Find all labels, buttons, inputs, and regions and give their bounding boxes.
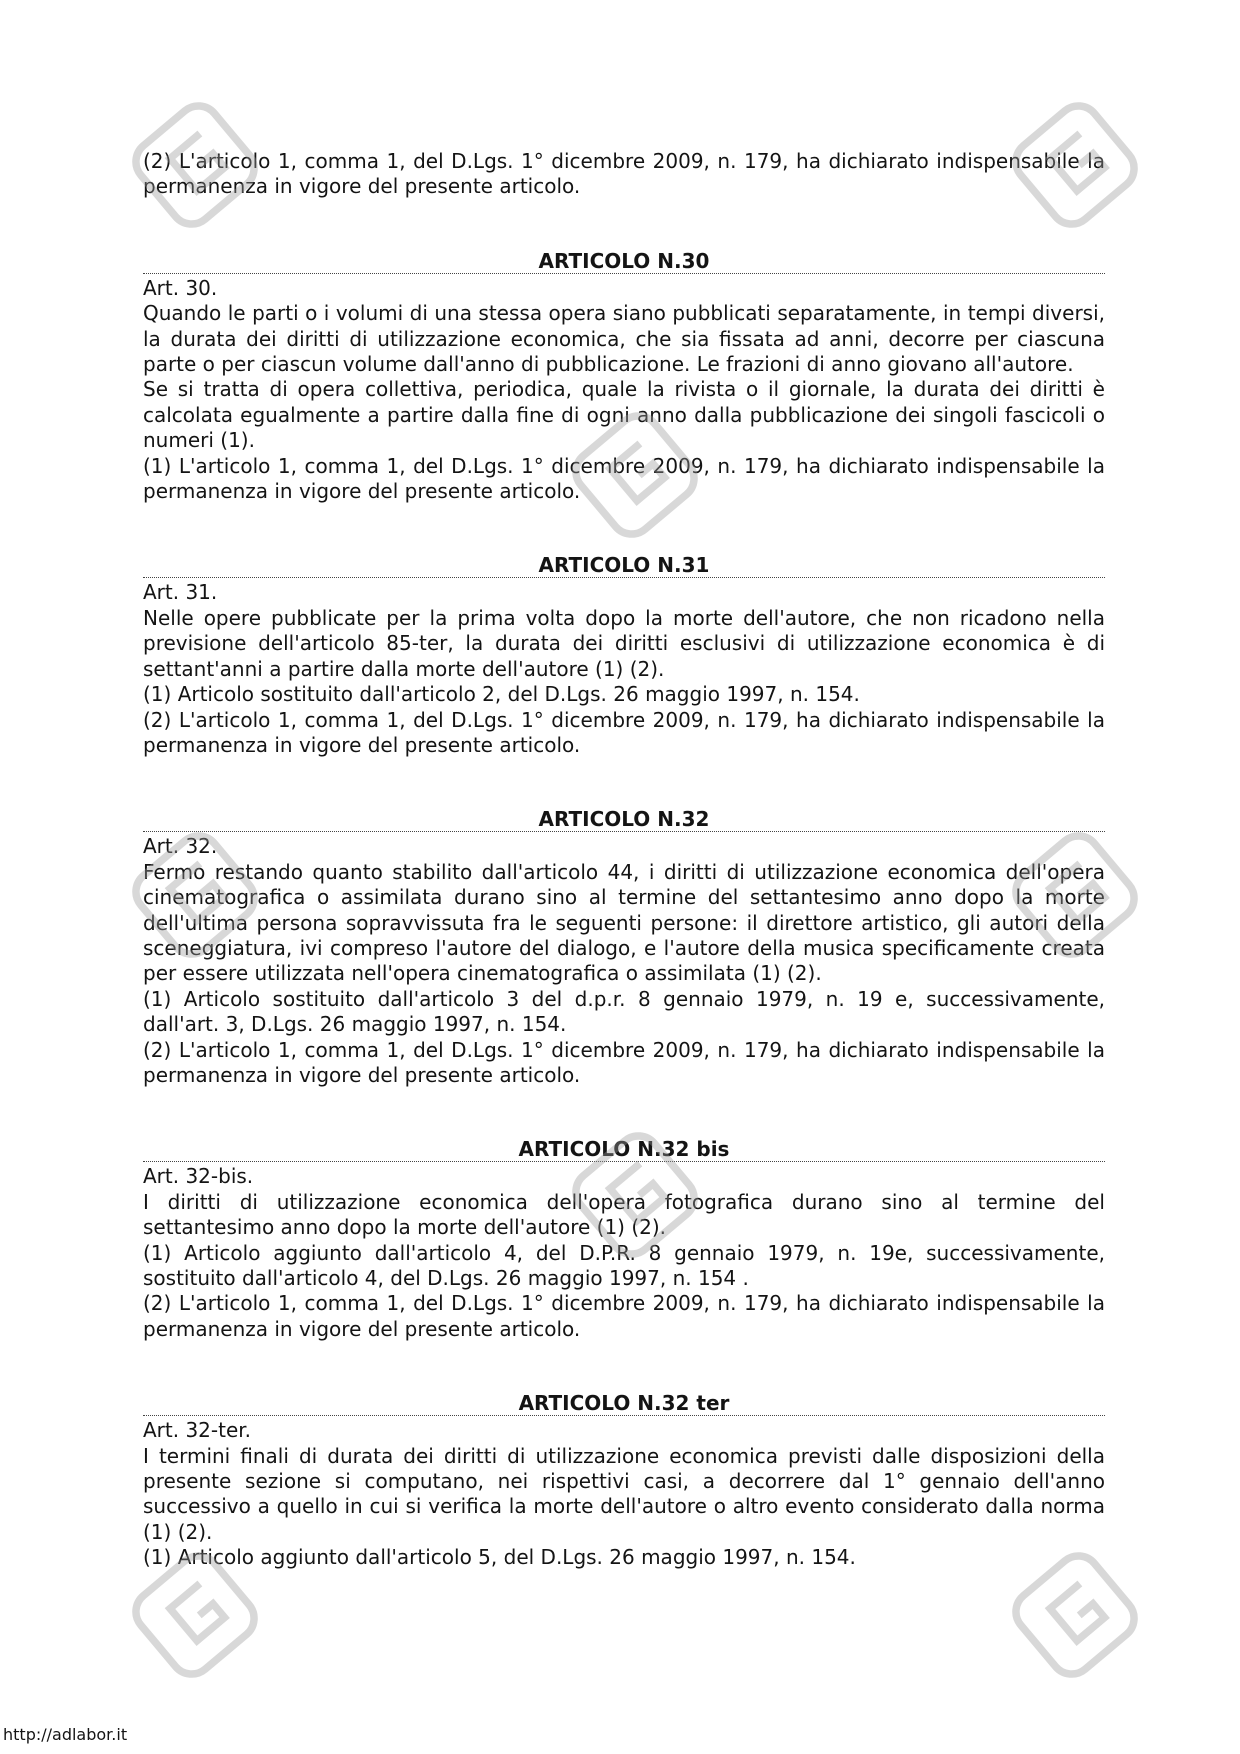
- footer-url[interactable]: http://adlabor.it: [3, 1725, 128, 1744]
- article-heading: ARTICOLO N.32: [143, 806, 1105, 832]
- article-number: Art. 32.: [143, 834, 218, 859]
- article-footnote: (2) L'articolo 1, comma 1, del D.Lgs. 1° dicembre 2009, n. 179, ha dichiarato indispensabile la permanenza in vigore del presente articolo.: [143, 1037, 1105, 1087]
- article-footnote: (2) L'articolo 1, comma 1, del D.Lgs. 1° dicembre 2009, n. 179, ha dichiarato indispensabile la permanenza in vigore del presente articolo.: [143, 707, 1105, 757]
- article-32-bis: [143, 1136, 1105, 1342]
- article-31: [143, 552, 1105, 758]
- article-footnote: (2) L'articolo 1, comma 1, del D.Lgs. 1° dicembre 2009, n. 179, ha dichiarato indispensabile la permanenza in vigore del presente articolo.: [143, 1291, 1105, 1341]
- article-footnote: (1) Articolo aggiunto dall'articolo 5, del D.Lgs. 26 maggio 1997, n. 154.: [143, 1545, 856, 1570]
- article-paragraph: Fermo restando quanto stabilito dall'articolo 44, i diritti di utilizzazione economica dell'opera cinematografica o assimilata durano sino al termine del settantesimo anno dopo la morte dell'ultima persona sopravvissuta fra le seguenti persone: il direttore artistico, gli autori della sceneggiatura, ivi compreso l'autore del dialogo, e l'autore della musica specificamente creata per essere utilizzata nell'opera cinematografica o assimilata (1) (2).: [143, 859, 1105, 986]
- article-number: Art. 32-ter.: [143, 1418, 252, 1443]
- intro-footnote: (2) L'articolo 1, comma 1, del D.Lgs. 1° dicembre 2009, n. 179, ha dichiarato indispensabile la permanenza in vigore del presente articolo.: [143, 149, 1105, 199]
- article-footnote: (1) Articolo sostituito dall'articolo 3 del d.p.r. 8 gennaio 1979, n. 19 e, successivamente, dall'art. 3, D.Lgs. 26 maggio 1997, n. 154.: [143, 986, 1105, 1037]
- article-number: Art. 32-bis.: [143, 1164, 254, 1189]
- article-30: [143, 248, 1105, 505]
- article-heading: ARTICOLO N.32 ter: [143, 1390, 1105, 1416]
- article-heading: ARTICOLO N.32 bis: [143, 1136, 1105, 1162]
- article-paragraph: Se si tratta di opera collettiva, periodica, quale la rivista o il giornale, la durata dei diritti è calcolata egualmente a partire dalla fine di ogni anno dalla pubblicazione dei singoli fascicoli o numeri (1).: [143, 377, 1105, 453]
- article-paragraph: I termini finali di durata dei diritti di utilizzazione economica previsti dalle disposizioni della presente sezione si computano, nei rispettivi casi, a decorrere dal 1° gennaio dell'anno successivo a quello in cui si verifica la morte dell'autore o altro evento considerato dalla norma (1) (2).: [143, 1443, 1105, 1544]
- article-heading: ARTICOLO N.31: [143, 552, 1105, 578]
- article-footnote: (1) Articolo aggiunto dall'articolo 4, del D.P.R. 8 gennaio 1979, n. 19e, successivamente, sostituito dall'articolo 4, del D.Lgs. 26 maggio 1997, n. 154 .: [143, 1240, 1105, 1290]
- document-body: [143, 149, 1105, 1571]
- article-number: Art. 30.: [143, 275, 218, 300]
- article-paragraph: Quando le parti o i volumi di una stessa opera siano pubblicati separatamente, in tempi diversi, la durata dei diritti di utilizzazione economica, che sia fissata ad anni, decorre per ciascuna parte o per ciascun volume dall'anno di pubblicazione. Le frazioni di anno giovano all'autore.: [143, 301, 1105, 377]
- article-32-ter: [143, 1390, 1105, 1570]
- article-32: [143, 806, 1105, 1088]
- article-paragraph: Nelle opere pubblicate per la prima volta dopo la morte dell'autore, che non ricadono nella previsione dell'articolo 85-ter, la durata dei diritti esclusivi di utilizzazione economica è di settant'anni a partire dalla morte dell'autore (1) (2).: [143, 605, 1105, 681]
- article-number: Art. 31.: [143, 580, 218, 605]
- article-heading: ARTICOLO N.30: [143, 248, 1105, 274]
- article-paragraph: I diritti di utilizzazione economica dell'opera fotografica durano sino al termine del settantesimo anno dopo la morte dell'autore (1) (2).: [143, 1189, 1105, 1240]
- article-footnote: (1) L'articolo 1, comma 1, del D.Lgs. 1° dicembre 2009, n. 179, ha dichiarato indispensabile la permanenza in vigore del presente articolo.: [143, 453, 1105, 504]
- article-footnote: (1) Articolo sostituito dall'articolo 2, del D.Lgs. 26 maggio 1997, n. 154.: [143, 682, 860, 707]
